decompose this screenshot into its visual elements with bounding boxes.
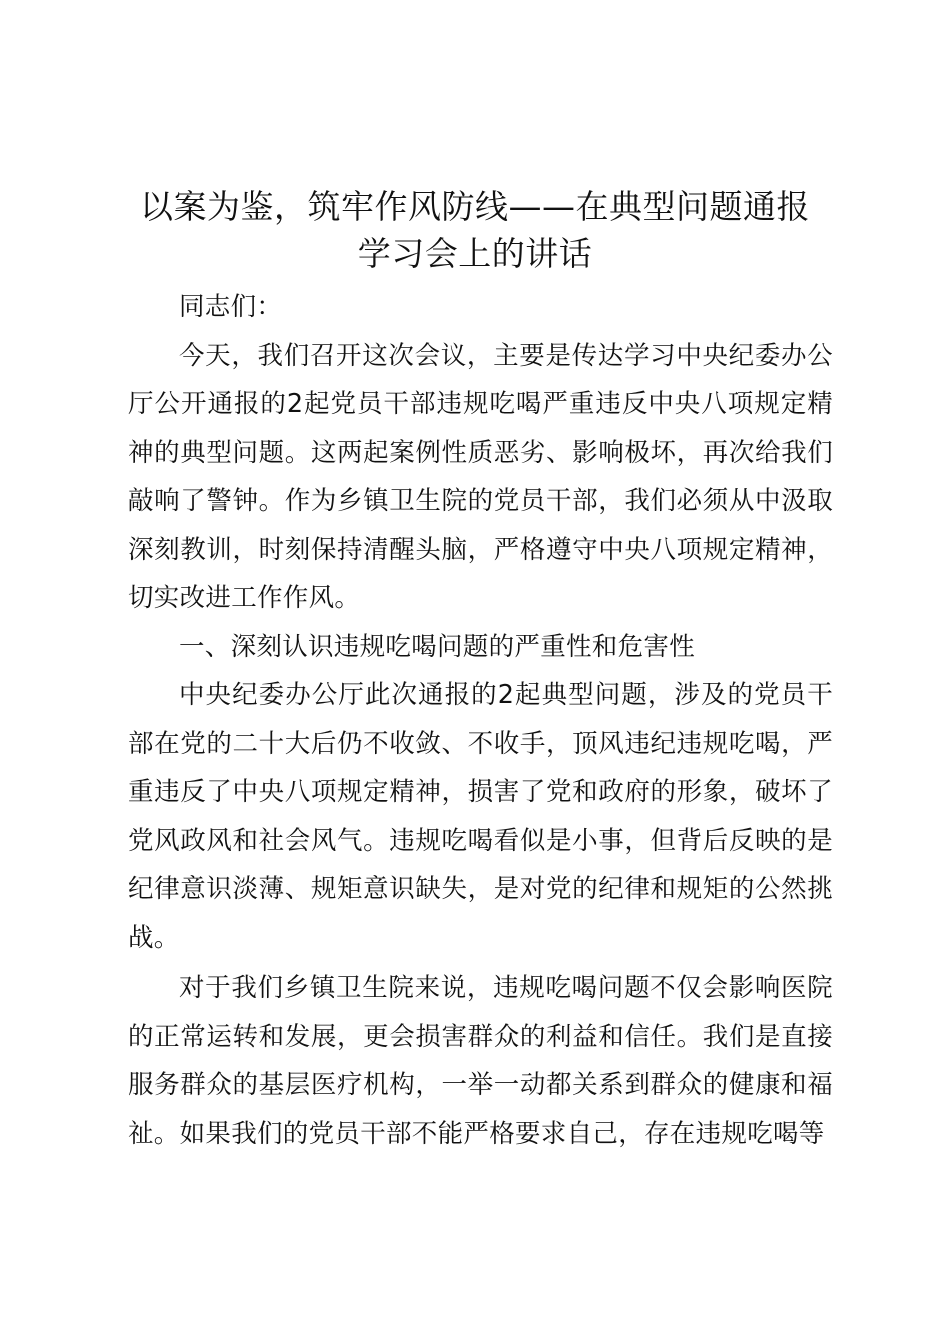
document-body	[128, 283, 833, 1158]
paragraph: 中央纪委办公厅此次通报的2起典型问题，涉及的党员干部在党的二十大后仍不收敛、不收手，顶风违纪违规吃喝，严重违反了中央八项规定精神，损害了党和政府的形象，破坏了党风政风和社会风气。违规吃喝看似是小事，但背后反映的是纪律意识淡薄、规矩意识缺失，是对党的纪律和规矩的公然挑战。	[128, 680, 833, 953]
paragraph: 今天，我们召开这次会议，主要是传达学习中央纪委办公厅公开通报的2起党员干部违规吃喝严重违反中央八项规定精神的典型问题。这两起案例性质恶劣、影响极坏，再次给我们敲响了警钟。作为乡镇卫生院的党员干部，我们必须从中汲取深刻教训，时刻保持清醒头脑，严格遵守中央八项规定精神，切实改进工作作风。	[128, 340, 833, 613]
title-line-2: 学习会上的讲话	[357, 234, 593, 273]
salutation: 同志们：	[179, 292, 283, 322]
title-line-1: 以案为鉴，筑牢作风防线——在典型问题通报	[140, 187, 810, 226]
paragraph: 对于我们乡镇卫生院来说，违规吃喝问题不仅会影响医院的正常运转和发展，更会损害群众的利益和信任。我们是直接服务群众的基层医疗机构，一举一动都关系到群众的健康和福祉。如果我们的党员干部不能严格要求自己，存在违规吃喝等	[128, 973, 833, 1149]
section-heading: 一、深刻认识违规吃喝问题的严重性和危害性	[179, 631, 696, 662]
document-title	[110, 183, 840, 277]
